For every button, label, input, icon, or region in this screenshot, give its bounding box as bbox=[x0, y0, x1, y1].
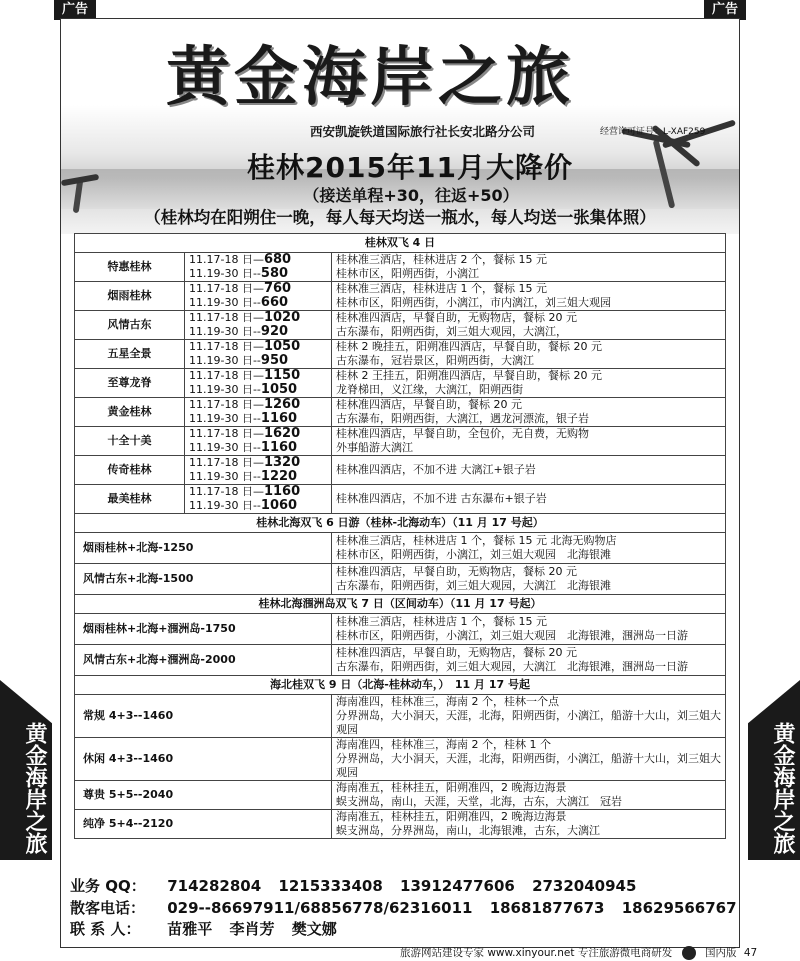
route-name: 休闲 4+3--1460 bbox=[75, 738, 332, 781]
license-number: 经营许可证号：L-XAF259 bbox=[600, 127, 706, 137]
table-row bbox=[75, 398, 726, 427]
footer-edition: 国内版 bbox=[705, 947, 737, 959]
contact-person: 樊文娜 bbox=[291, 920, 337, 938]
route-name: 特惠桂林 bbox=[75, 253, 185, 282]
qq-number: 714282804 bbox=[167, 877, 262, 895]
table-row bbox=[75, 253, 726, 282]
route-desc: 桂林准四酒店，不加不进 大漓江+银子岩 bbox=[332, 456, 726, 485]
route-name: 黄金桂林 bbox=[75, 398, 185, 427]
route-desc: 桂林准四酒店，早餐自助，餐标 20 元 古东瀑布，阳朔西街，大漓江，遇龙河漂流，银子岩 bbox=[332, 398, 726, 427]
route-desc: 桂林准四酒店，不加不进 古东瀑布+银子岩 bbox=[332, 485, 726, 514]
page-footer bbox=[400, 945, 757, 960]
promo-title: 桂林2015年11月大降价 bbox=[247, 151, 573, 184]
table-row bbox=[75, 533, 726, 564]
qq-row bbox=[70, 876, 749, 898]
table-row bbox=[75, 614, 726, 645]
qq-number: 1215333408 bbox=[278, 877, 383, 895]
route-desc: 桂林准四酒店，早餐自助，无购物店，餐标 20 元 古东瀑布，阳朔西街，刘三姐大观园，大漓江 北海银滩 bbox=[332, 564, 726, 595]
route-desc: 海南准五，桂林挂五，阳朔准四，2 晚海边海景 蜈支洲岛，南山，天涯，天堂，北海，古东，大漓江 冠岩 bbox=[332, 781, 726, 810]
section-title: 桂林北海双飞 6 日游（桂林-北海动车）（11 月 17 号起） bbox=[75, 514, 726, 533]
route-desc: 桂林准三酒店，桂林进店 2 个，餐标 15 元 桂林市区，阳朔西街，小漓江 bbox=[332, 253, 726, 282]
table-row bbox=[75, 645, 726, 676]
phone-number: 18629566767 bbox=[621, 898, 737, 917]
route-dates: 11.17-18 日—1150 11.19-30 日--1050 bbox=[185, 369, 332, 398]
route-name: 烟雨桂林+北海-1250 bbox=[75, 533, 332, 564]
table-row bbox=[75, 456, 726, 485]
route-desc: 桂林准三酒店，桂林进店 1 个，餐标 15 元 北海无购物店 桂林市区，阳朔西街，小漓江，刘三姐大观园 北海银滩 bbox=[332, 533, 726, 564]
ad-label-left: 广告 bbox=[54, 0, 96, 20]
qq-number: 13912477606 bbox=[400, 877, 515, 895]
side-label-left: 黄金海岸之旅 bbox=[22, 722, 47, 854]
route-dates: 11.17-18 日—1160 11.19-30 日--1060 bbox=[185, 485, 332, 514]
qq-number: 2732040945 bbox=[532, 877, 637, 895]
route-desc: 桂林准四酒店，早餐自助，全包价，无自费，无购物 外事船游大漓江 bbox=[332, 427, 726, 456]
route-desc: 桂林准四酒店，早餐自助，无购物店，餐标 20 元 古东瀑布，阳朔西街，刘三姐大观园，大漓江， bbox=[332, 311, 726, 340]
section-title: 桂林北海涠洲岛双飞 7 日（区间动车）（11 月 17 号起） bbox=[75, 595, 726, 614]
route-desc: 桂林准三酒店，桂林进店 1 个，餐标 15 元 桂林市区，阳朔西街，小漓江，市内漓江，刘三姐大观园 bbox=[332, 282, 726, 311]
phone-label: 散客电话： bbox=[70, 898, 146, 917]
table-row bbox=[75, 369, 726, 398]
route-name: 尊贵 5+5--2040 bbox=[75, 781, 332, 810]
route-name: 纯净 5+4--2120 bbox=[75, 810, 332, 839]
route-name: 传奇桂林 bbox=[75, 456, 185, 485]
route-name: 烟雨桂林+北海+涠洲岛-1750 bbox=[75, 614, 332, 645]
route-dates: 11.17-18 日—1260 11.19-30 日--1160 bbox=[185, 398, 332, 427]
table-row bbox=[75, 564, 726, 595]
contact-person: 苗雅平 bbox=[167, 920, 213, 938]
route-name: 常规 4+3--1460 bbox=[75, 695, 332, 738]
table-row bbox=[75, 810, 726, 839]
shuttle-price: （接送单程+30，往返+50） bbox=[303, 186, 519, 205]
ad-label-right: 广告 bbox=[704, 0, 746, 20]
route-dates: 11.17-18 日—760 11.19-30 日--660 bbox=[185, 282, 332, 311]
page-number: 47 bbox=[743, 947, 758, 959]
phone-number: 029--86697911/68856778/62316011 bbox=[167, 898, 473, 917]
contact-label: 联 系 人： bbox=[70, 920, 141, 938]
publisher-logo-icon bbox=[682, 946, 696, 960]
contact-block bbox=[70, 876, 749, 941]
route-name: 风情古东 bbox=[75, 311, 185, 340]
route-desc: 桂林 2 晚挂五，阳朔准四酒店，早餐自助，餐标 20 元 古东瀑布，冠岩景区，阳朔西街，大漓江 bbox=[332, 340, 726, 369]
route-dates: 11.17-18 日—1020 11.19-30 日--920 bbox=[185, 311, 332, 340]
table-row bbox=[75, 427, 726, 456]
table-row bbox=[75, 340, 726, 369]
contact-row bbox=[70, 919, 749, 941]
phone-row bbox=[70, 898, 749, 920]
section-title: 桂林双飞 4 日 bbox=[75, 234, 726, 253]
table-row bbox=[75, 485, 726, 514]
phone-number: 18681877673 bbox=[489, 898, 605, 917]
contact-person: 李肖芳 bbox=[229, 920, 275, 938]
route-name: 十全十美 bbox=[75, 427, 185, 456]
route-name: 风情古东+北海-1500 bbox=[75, 564, 332, 595]
qq-label: 业务 QQ： bbox=[70, 877, 146, 895]
table-row bbox=[75, 781, 726, 810]
route-name: 至尊龙脊 bbox=[75, 369, 185, 398]
table-row bbox=[75, 311, 726, 340]
table-row bbox=[75, 738, 726, 781]
side-label-right: 黄金海岸之旅 bbox=[770, 722, 795, 854]
promo-note: （桂林均在阳朔住一晚，每人每天均送一瓶水，每人均送一张集体照） bbox=[144, 208, 656, 227]
section-title: 海北桂双飞 9 日（北海-桂林动车，） 11 月 17 号起 bbox=[75, 676, 726, 695]
company-name: 西安凯旋铁道国际旅行社长安北路分公司 bbox=[310, 124, 536, 139]
route-desc: 桂林准三酒店，桂林进店 1 个，餐标 15 元 桂林市区，阳朔西街，小漓江，刘三姐大观园 北海银滩，涠洲岛一日游 bbox=[332, 614, 726, 645]
route-name: 五星全景 bbox=[75, 340, 185, 369]
route-name: 烟雨桂林 bbox=[75, 282, 185, 311]
route-dates: 11.17-18 日—1050 11.19-30 日--950 bbox=[185, 340, 332, 369]
route-desc: 桂林准四酒店，早餐自助，无购物店，餐标 20 元 古东瀑布，阳朔西街，刘三姐大观园，大漓江 北海银滩，涠洲岛一日游 bbox=[332, 645, 726, 676]
route-desc: 海南准四，桂林准三，海南 2 个，桂林 1 个 分界洲岛，大小洞天，天涯，北海，阳朔西街，小漓江，船游十大山，刘三姐大观园 bbox=[332, 738, 726, 781]
route-dates: 11.17-18 日—680 11.19-30 日--580 bbox=[185, 253, 332, 282]
footer-text: 旅游网站建设专家 www.xinyour.net 专注旅游微电商研发 bbox=[400, 947, 673, 959]
route-name: 最美桂林 bbox=[75, 485, 185, 514]
route-desc: 海南准五，桂林挂五，阳朔准四，2 晚海边海景 蜈支洲岛，分界洲岛，南山，北海银滩，古东，大漓江 bbox=[332, 810, 726, 839]
route-name: 风情古东+北海+涠洲岛-2000 bbox=[75, 645, 332, 676]
table-row bbox=[75, 695, 726, 738]
table-row bbox=[75, 282, 726, 311]
route-desc: 桂林 2 王挂五，阳朔准四酒店，早餐自助，餐标 20 元 龙脊梯田，义江缘，大漓江，阳朔西街 bbox=[332, 369, 726, 398]
route-dates: 11.17-18 日—1620 11.19-30 日--1160 bbox=[185, 427, 332, 456]
route-desc: 海南准四，桂林准三，海南 2 个，桂林一个点 分界洲岛，大小洞天，天涯，北海，阳朔西街，小漓江，船游十大山，刘三姐大观园 bbox=[332, 695, 726, 738]
route-table bbox=[74, 233, 726, 839]
main-title: 黄金海岸之旅 bbox=[166, 41, 574, 115]
route-dates: 11.17-18 日—1320 11.19-30 日--1220 bbox=[185, 456, 332, 485]
